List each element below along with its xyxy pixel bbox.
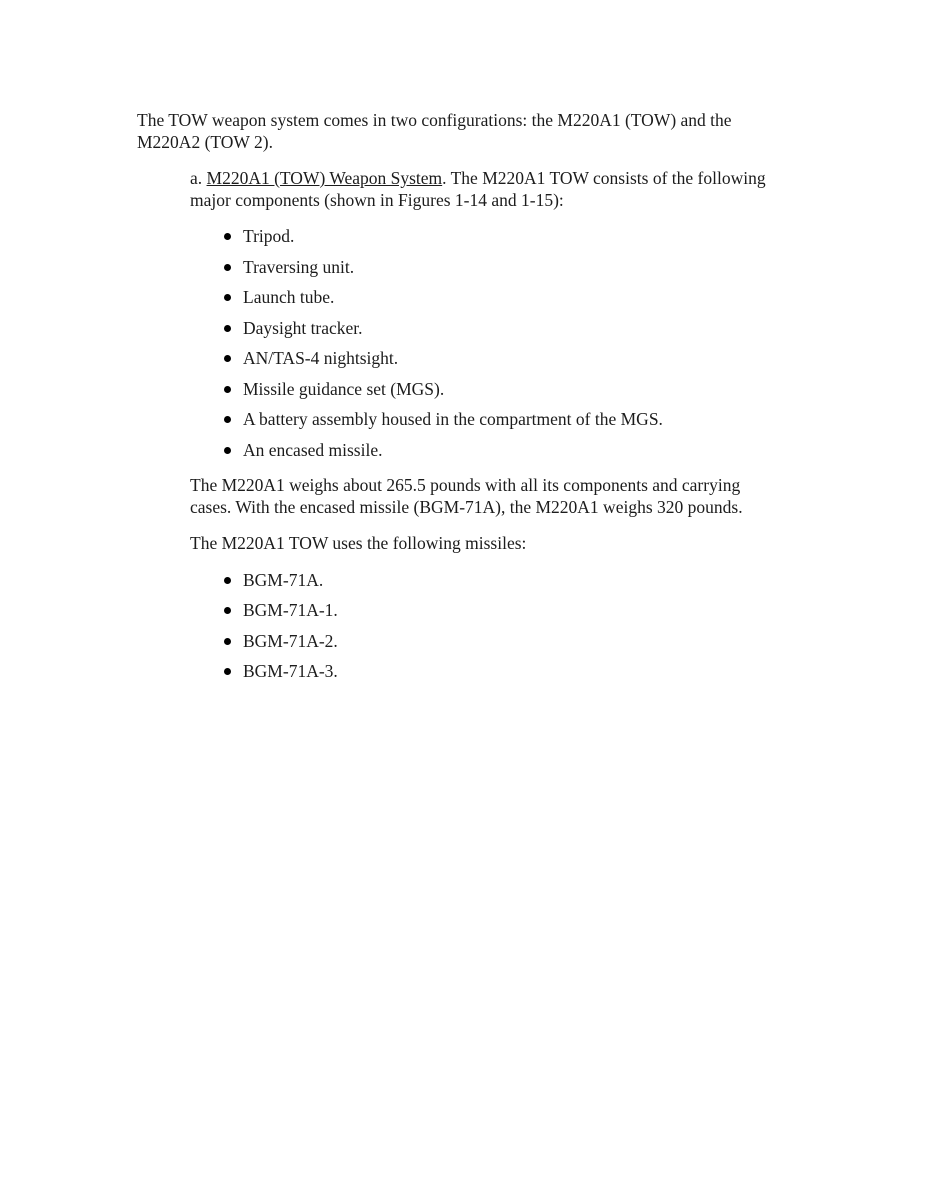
list-item-text: BGM-71A. [243,569,324,590]
list-item-text: Traversing unit. [243,256,355,277]
bullet-icon [224,447,231,454]
missiles-intro-paragraph: The M220A1 TOW uses the following missiles: [190,533,527,553]
list-item-text: BGM-71A-1. [243,600,338,620]
list-item-text: An encased missile. [243,439,383,460]
list-item [190,570,773,592]
bullet-icon [224,325,231,332]
list-item [190,257,773,279]
bullet-icon [224,294,231,301]
list-item [190,287,773,309]
bullet-icon [224,668,231,675]
list-item [190,318,773,340]
bullet-icon [224,233,231,240]
list-item-text: Tripod. [243,226,295,246]
bullet-icon [224,416,231,423]
section-a [190,168,773,683]
list-item-text: A battery assembly housed in the compartment of the MGS. [243,409,663,429]
list-item [190,379,773,401]
bullet-icon [224,386,231,393]
components-list [190,226,773,461]
list-item [190,631,773,653]
list-item-text: BGM-71A-3. [243,661,338,681]
weight-paragraph: The M220A1 weighs about 265.5 pounds with all its components and carrying cases. With the encased missile (BGM-71A), the M220A1 weighs 320 pounds. [190,475,743,517]
intro-paragraph: The TOW weapon system comes in two configurations: the M220A1 (TOW) and the M220A2 (TOW 2). [137,110,732,152]
section-a-label: a. [190,168,207,188]
bullet-icon [224,577,231,584]
bullet-icon [224,355,231,362]
list-item-text: AN/TAS-4 nightsight. [243,348,399,368]
section-a-heading: M220A1 (TOW) Weapon System [206,168,443,188]
missiles-list [190,570,773,683]
list-item-text: Missile guidance set (MGS). [243,378,445,399]
section-a-heading-paragraph [190,168,773,211]
list-item-text: BGM-71A-2. [243,630,338,651]
list-item [190,440,773,462]
list-item [190,348,773,370]
text-block [137,110,773,697]
list-item [190,226,773,248]
list-item [190,661,773,683]
list-item-text: Launch tube. [243,287,335,307]
section-a-heading-rest: . The M220A1 TOW consists of the following major components (shown in Figures 1-14 and 1-15): [190,168,766,210]
bullet-icon [224,607,231,614]
list-item [190,600,773,622]
list-item-text: Daysight tracker. [243,317,363,338]
bullet-icon [224,638,231,645]
bullet-icon [224,264,231,271]
list-item [190,409,773,431]
